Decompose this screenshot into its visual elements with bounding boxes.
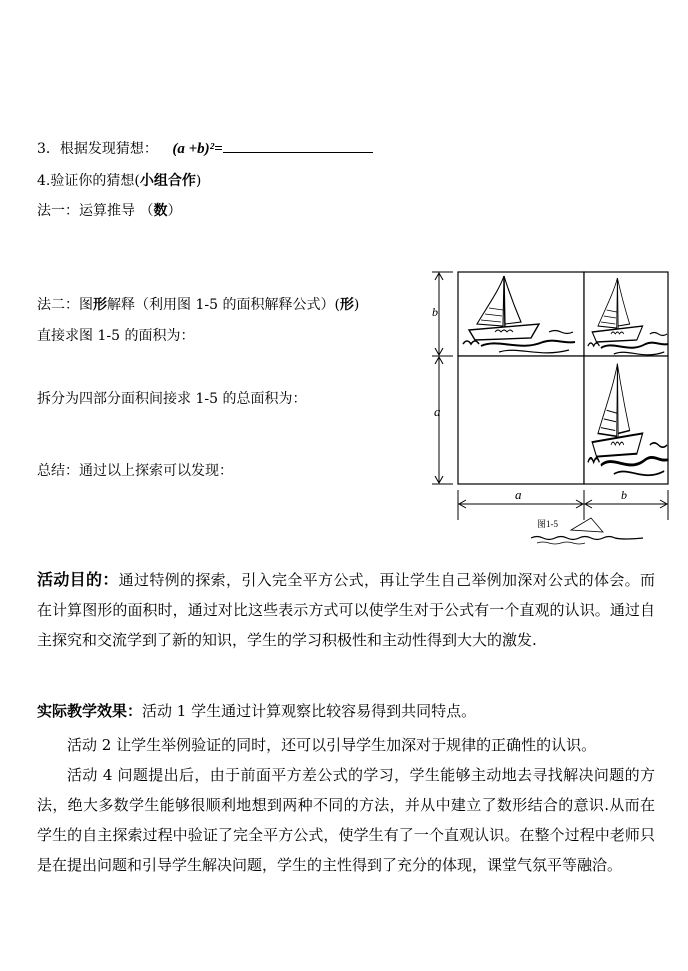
conjecture-label: 3．根据发现猜想： xyxy=(37,141,158,157)
conjecture-line xyxy=(37,138,373,158)
split-area-prompt: 拆分为四部分面积间接求 1-5 的总面积为： xyxy=(37,391,307,407)
verify-heading-suffix: ) xyxy=(195,173,202,189)
method-two-middle: 解释（利用图 1-5 的面积解释公式）( xyxy=(107,297,340,313)
method-two-bold2: 形 xyxy=(339,297,354,313)
label-a-bottom: a xyxy=(515,487,522,502)
method-one-text: 法一：运算推导 （ xyxy=(37,203,154,219)
label-b-bottom: b xyxy=(621,488,627,502)
label-b-left: b xyxy=(432,305,438,319)
verify-heading-prefix: 4.验证你的猜想( xyxy=(37,173,140,189)
activity-purpose-text: 通过特例的探索，引入完全平方公式，再让学生自己举例加深对公式的体会。而在计算图形的面积时，通过对比这些表示方式可以使学生对于公式有一个直观的认识。通过自主探究和交流学到了新的知识，学生的学习积极性和主动性得到大大的激发. xyxy=(37,571,655,649)
square-bottom-left xyxy=(458,356,584,484)
method-two-suffix: ) xyxy=(353,297,360,313)
label-a-left: a xyxy=(434,404,441,419)
teaching-effect-line1: 活动 1 学生通过计算观察比较容易得到共同特点。 xyxy=(142,702,477,720)
activity-purpose-heading: 活动目的： xyxy=(37,570,119,589)
method-one-suffix: ） xyxy=(167,203,182,219)
teaching-effect-para3: 活动 4 问题提出后，由于前面平方差公式的学习，学生能够主动地去寻找解决问题的方法，绝大多数学生能够很顺利地想到两种不同的方法，并从中建立了数形结合的意识.从而在学生的自主探索过程中验证了完全平方公式，使学生有了一个直观认识。在整个过程中老师只是在提出问题和引导学生解决问题，学生的主性得到了充分的体现，课堂气氛平等融洽。 xyxy=(37,766,655,874)
summary-prompt: 总结：通过以上探索可以发现： xyxy=(37,463,233,479)
method-two-prefix: 法二：图 xyxy=(37,297,93,313)
method-two xyxy=(37,294,359,314)
verify-heading-bold: 小组合作 xyxy=(139,173,196,189)
teaching-effect-heading: 实际教学效果： xyxy=(37,702,143,720)
teaching-effect-line xyxy=(37,700,476,721)
figure-caption: 图1-5 xyxy=(537,519,558,529)
figure-1-5 xyxy=(425,268,675,553)
method-two-bold1: 形 xyxy=(93,297,107,313)
method-one xyxy=(37,200,181,220)
formula-expression: (a +b)²= xyxy=(172,141,223,157)
teaching-effect-para2: 活动 2 让学生举例验证的同时，还可以引导学生加深对于规律的正确性的认识。 xyxy=(67,736,597,754)
verify-heading xyxy=(37,170,201,190)
activity-purpose-paragraph xyxy=(37,565,655,655)
method-one-bold: 数 xyxy=(153,203,168,219)
direct-area-prompt: 直接求图 1-5 的面积为： xyxy=(37,328,195,344)
square-top-left xyxy=(458,272,584,356)
answer-blank xyxy=(223,138,373,153)
